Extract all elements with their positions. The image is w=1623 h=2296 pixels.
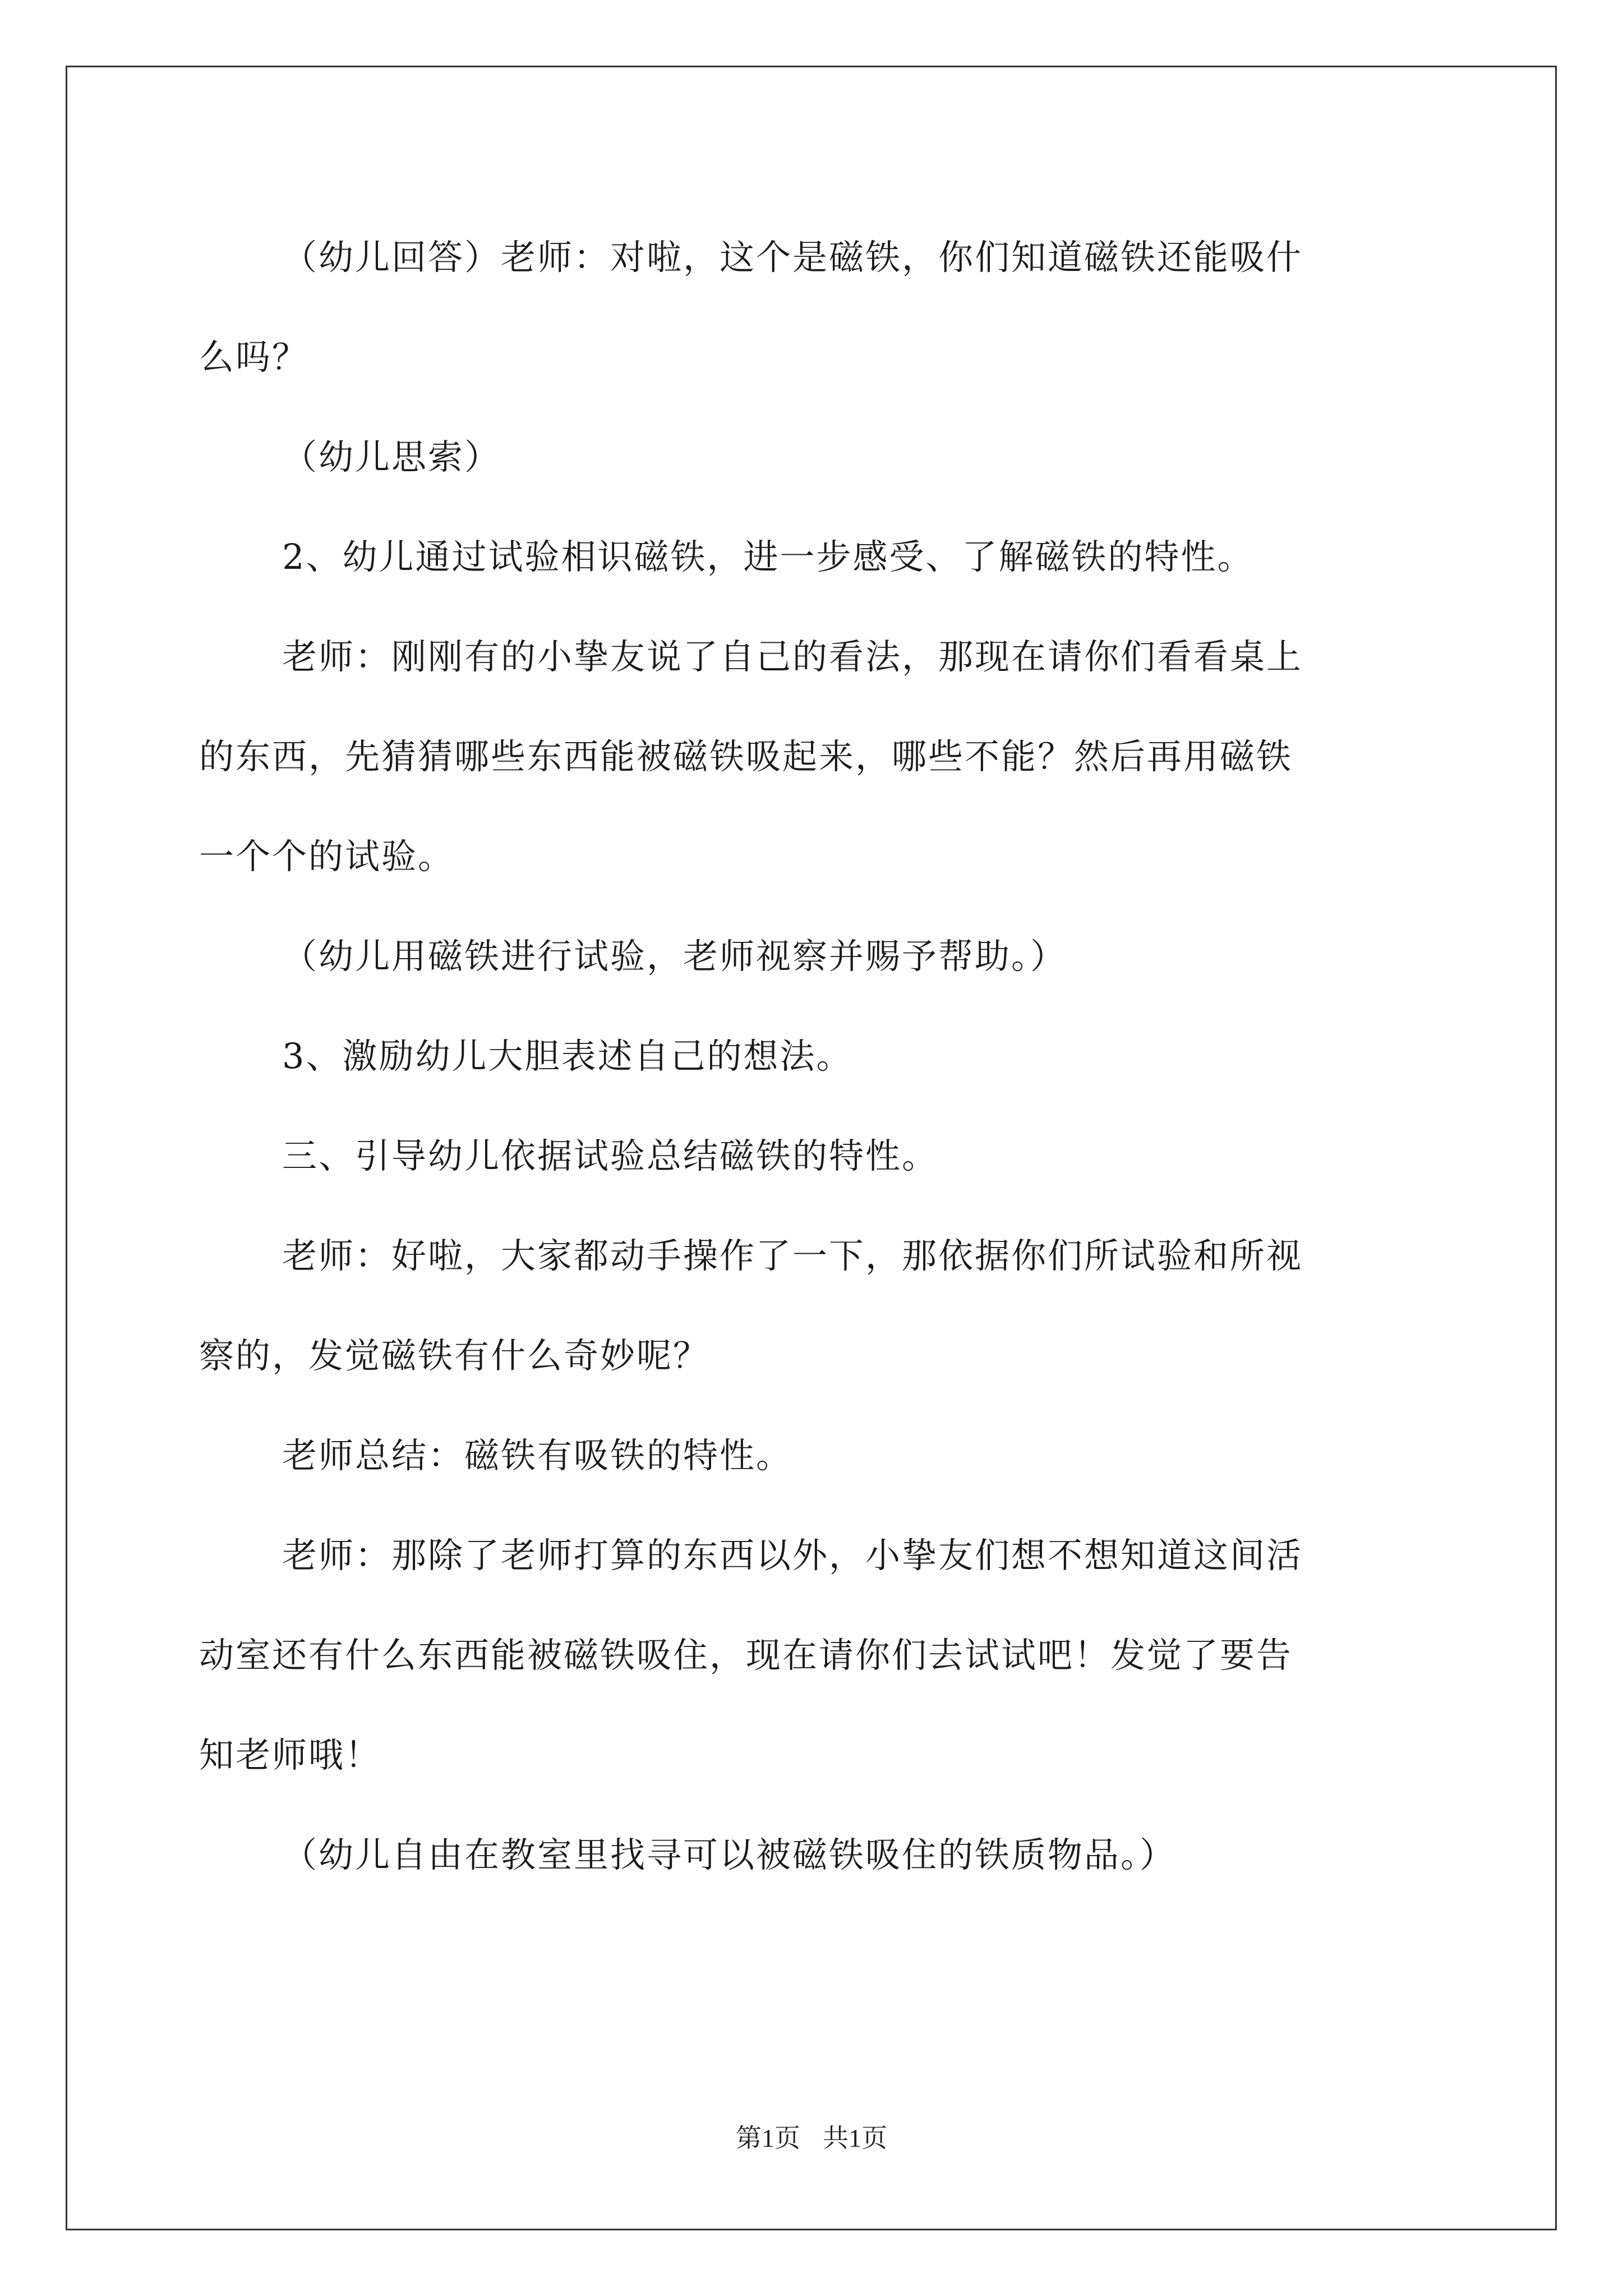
paragraph-line: 一个个的试验。 (199, 836, 455, 877)
paragraph-line: 动室还有什么东西能被磁铁吸住，现在请你们去试试吧！发觉了要告 (199, 1635, 1293, 1676)
page-number: 第1页 (736, 2124, 800, 2152)
page-footer (0, 2118, 1623, 2155)
paragraph-line: （幼儿自由在教室里找寻可以被磁铁吸住的铁质物品。） (282, 1834, 1177, 1875)
document-body (199, 208, 1433, 1905)
paragraph-line: 老师总结：磁铁有吸铁的特性。 (282, 1435, 793, 1476)
paragraph-line: （幼儿用磁铁进行试验，老师视察并赐予帮助。） (282, 936, 1067, 977)
paragraph-line: 三、引导幼儿依据试验总结磁铁的特性。 (282, 1135, 939, 1176)
page-total: 共1页 (823, 2124, 887, 2152)
paragraph-line: 老师：那除了老师打算的东西以外，小挚友们想不想知道这间活 (282, 1535, 1303, 1576)
paragraph-line: 知老师哦！ (199, 1734, 382, 1775)
paragraph-line: 察的，发觉磁铁有什么奇妙呢？ (199, 1335, 710, 1376)
paragraph-line: 3、激励幼儿大胆表述自己的想法。 (282, 1036, 853, 1076)
paragraph-line: 2、幼儿通过试验相识磁铁，进一步感受、了解磁铁的特性。 (282, 536, 1254, 577)
paragraph-line: （幼儿回答）老师：对啦，这个是磁铁，你们知道磁铁还能吸什 (282, 237, 1303, 278)
paragraph-line: 老师：刚刚有的小挚友说了自己的看法，那现在请你们看看桌上 (282, 636, 1303, 677)
paragraph-line: 么吗？ (199, 337, 309, 378)
paragraph-line: 的东西，先猜猜哪些东西能被磁铁吸起来，哪些不能？然后再用磁铁 (199, 736, 1293, 777)
paragraph-line: 老师：好啦，大家都动手操作了一下，那依据你们所试验和所视 (282, 1235, 1303, 1276)
paragraph-line: （幼儿思索） (282, 436, 501, 477)
